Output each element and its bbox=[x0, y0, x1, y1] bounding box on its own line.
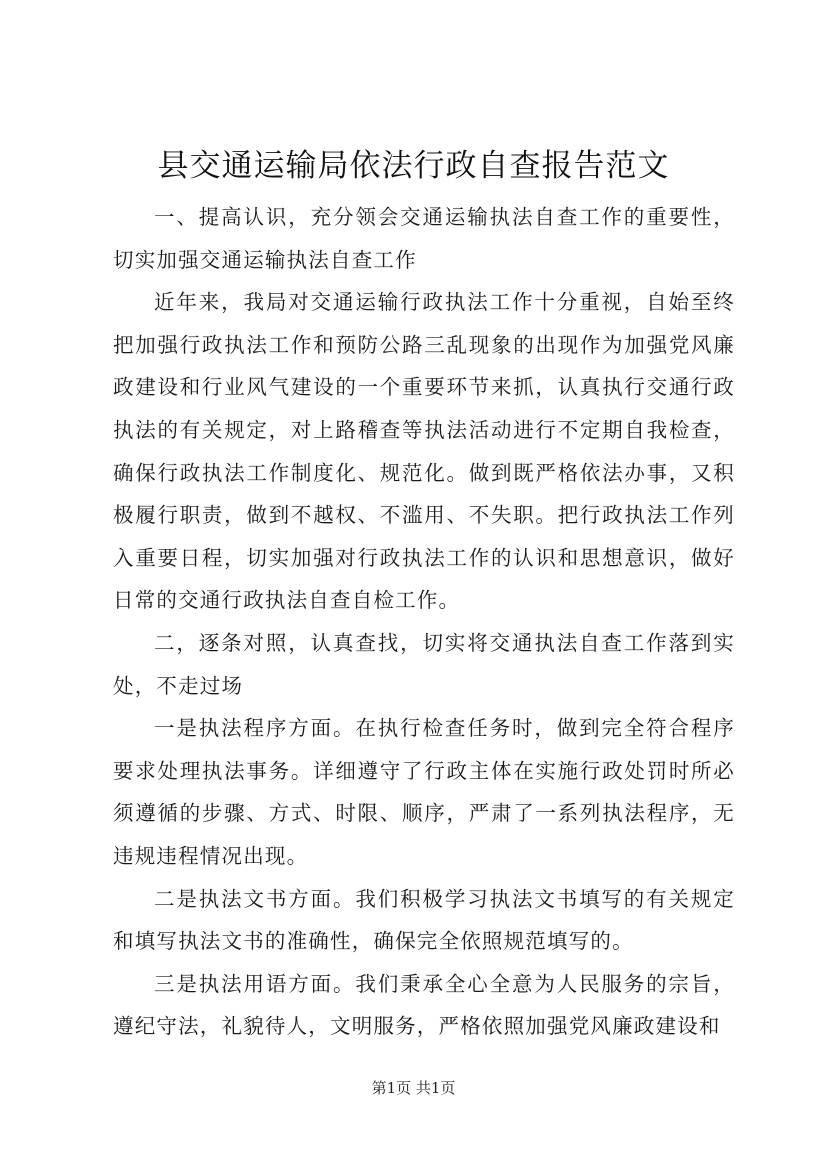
paragraph-1: 一、提高认识，充分领会交通运输执法自查工作的重要性，切实加强交通运输执法自查工作 bbox=[113, 205, 735, 272]
document-title: 县交通运输局依法行政自查报告范文 bbox=[157, 148, 670, 184]
document-body bbox=[113, 196, 735, 1048]
paragraph-3: 二，逐条对照，认真查找，切实将交通执法自查工作落到实处，不走过场 bbox=[113, 630, 735, 698]
paragraph-5: 二是执法文书方面。我们积极学习执法文书填写的有关规定和填写执法文书的准确性，确保完全依照规范填写的。 bbox=[113, 886, 735, 954]
paragraph-2: 近年来，我局对交通运输行政执法工作十分重视，自始至终把加强行政执法工作和预防公路三乱现象的出现作为加强党风廉政建设和行业风气建设的一个重要环节来抓，认真执行交通行政执法的有关规定，对上路稽查等执法活动进行不定期自我检查，确保行政执法工作制度化、规范化。做到既严格依法办事，又积极履行职责，做到不越权、不滥用、不失职。把行政执法工作列入重要日程，切实加强对行政执法工作的认识和思想意识，做好日常的交通行政执法自查自检工作。 bbox=[113, 290, 735, 613]
page-number-footer: 第1页 共1页 bbox=[371, 1079, 456, 1097]
paragraph-4: 一是执法程序方面。在执行检查任务时，做到完全符合程序要求处理执法事务。详细遵守了行政主体在实施行政处罚时所必须遵循的步骤、方式、时限、顺序，严肃了一系列执法程序，无违规违程情况出现。 bbox=[113, 716, 735, 868]
paragraph-6: 三是执法用语方面。我们秉承全心全意为人民服务的宗旨，遵纪守法，礼貌待人，文明服务，严格依照加强党风廉政建设和 bbox=[113, 971, 735, 1039]
